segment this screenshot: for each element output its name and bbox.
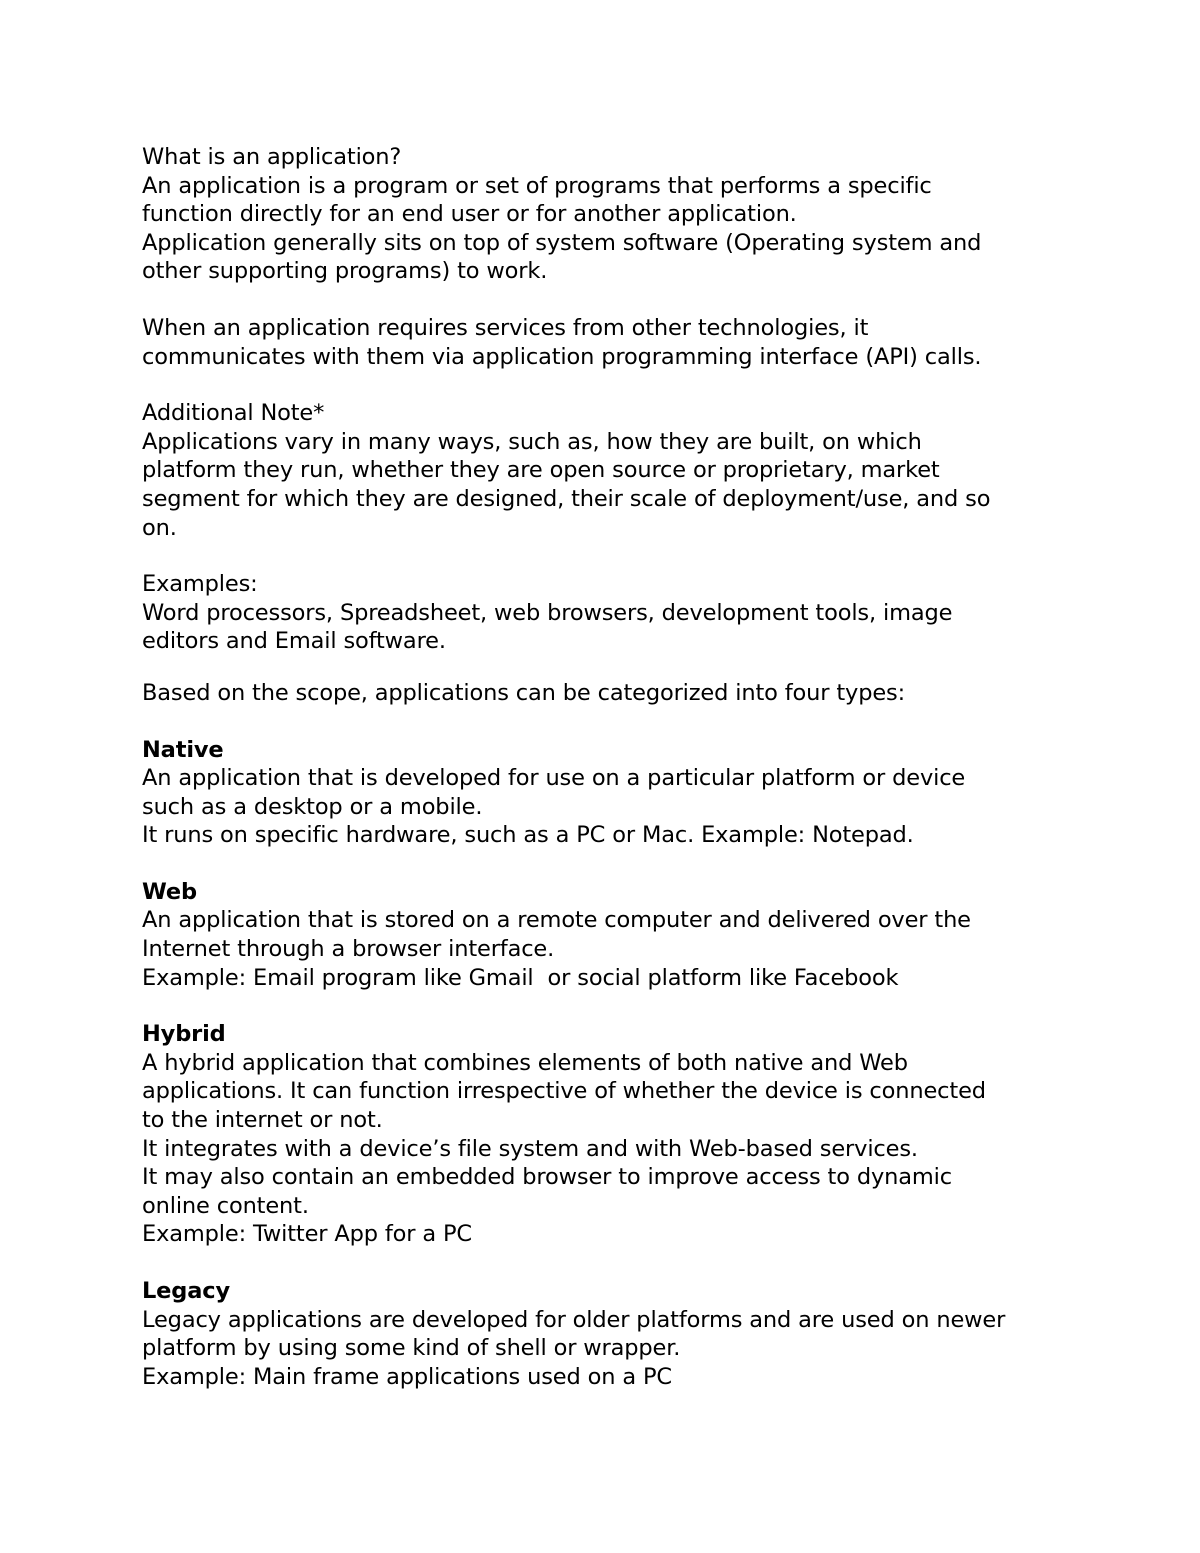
api-section — [142, 314, 1072, 371]
scope-section — [142, 679, 1072, 708]
intro-line: other supporting programs) to work. — [142, 258, 548, 285]
api-line: When an application requires services from other technologies, it — [142, 314, 869, 341]
legacy-line: platform by using some kind of shell or wrapper. — [142, 1335, 681, 1362]
native-heading: Native — [142, 736, 224, 763]
note-line: segment for which they are designed, their scale of deployment/use, and so — [142, 485, 991, 512]
note-line: platform they run, whether they are open source or proprietary, market — [142, 457, 940, 484]
examples-section — [142, 570, 1072, 656]
scope-line: Based on the scope, applications can be categorized into four types: — [142, 679, 906, 706]
examples-title: Examples: — [142, 571, 258, 598]
web-line: Example: Email program like Gmail or social platform like Facebook — [142, 964, 899, 991]
examples-line: editors and Email software. — [142, 628, 446, 655]
web-line: Internet through a browser interface. — [142, 936, 555, 963]
hybrid-heading: Hybrid — [142, 1021, 226, 1048]
hybrid-line: to the internet or not. — [142, 1107, 383, 1134]
hybrid-line: online content. — [142, 1192, 309, 1219]
api-line: communicates with them via application programming interface (API) calls. — [142, 343, 982, 370]
web-line: An application that is stored on a remote computer and delivered over the — [142, 907, 971, 934]
native-line: It runs on specific hardware, such as a PC or Mac. Example: Notepad. — [142, 822, 914, 849]
web-heading: Web — [142, 878, 197, 905]
hybrid-line: Example: Twitter App for a PC — [142, 1221, 472, 1248]
legacy-line: Example: Main frame applications used on a PC — [142, 1363, 672, 1390]
note-section — [142, 399, 1072, 542]
legacy-heading: Legacy — [142, 1278, 230, 1304]
intro-section — [142, 143, 1072, 286]
note-line: Applications vary in many ways, such as, how they are built, on which — [142, 428, 922, 455]
document-body — [142, 143, 1072, 1419]
intro-line: An application is a program or set of programs that performs a specific — [142, 172, 932, 199]
note-line: on. — [142, 514, 177, 541]
native-line: such as a desktop or a mobile. — [142, 793, 483, 820]
intro-question: What is an application? — [142, 144, 402, 170]
hybrid-line: It may also contain an embedded browser to improve access to dynamic — [142, 1164, 952, 1191]
legacy-line: Legacy applications are developed for older platforms and are used on newer — [142, 1306, 1006, 1333]
note-title: Additional Note* — [142, 400, 325, 427]
intro-line: function directly for an end user or for another application. — [142, 201, 797, 228]
native-section — [142, 736, 1072, 850]
intro-line: Application generally sits on top of system software (Operating system and — [142, 229, 982, 256]
legacy-section — [142, 1277, 1072, 1391]
native-line: An application that is developed for use on a particular platform or device — [142, 765, 966, 792]
hybrid-line: A hybrid application that combines elements of both native and Web — [142, 1049, 908, 1076]
examples-line: Word processors, Spreadsheet, web browsers, development tools, image — [142, 599, 953, 626]
hybrid-line: applications. It can function irrespective of whether the device is connected — [142, 1078, 986, 1105]
hybrid-section — [142, 1020, 1072, 1249]
web-section — [142, 878, 1072, 992]
hybrid-line: It integrates with a device’s file system and with Web-based services. — [142, 1135, 918, 1162]
